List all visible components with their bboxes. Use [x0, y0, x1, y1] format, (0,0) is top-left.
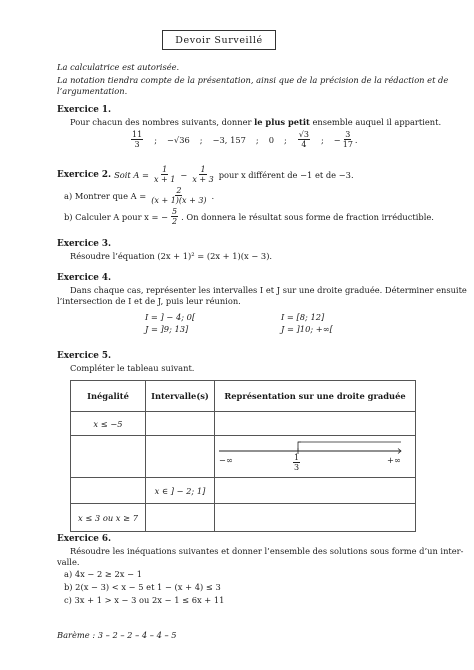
axis-mark-one-third: $\frac{1}{3}$ — [294, 453, 300, 472]
interval-bracket — [298, 442, 301, 451]
exercise-2-question-a — [64, 186, 214, 205]
row2-number-line — [215, 436, 416, 478]
row1-inequality: x ≤ −5 — [71, 412, 146, 436]
separator: ; — [320, 134, 324, 145]
exercise-5-text: Compléter le tableau suivant. — [70, 363, 195, 373]
exercise-6-line1: Résoudre les inéquations suivantes et donner l’ensemble des solutions sous forme d’un inter- — [70, 546, 464, 556]
interval-j-left: J = ]9; 13] — [145, 324, 189, 334]
row4-representation-empty — [215, 504, 416, 532]
table-row — [71, 478, 416, 504]
fraction-5-over-2: $\frac{5}{2}$ — [172, 207, 178, 226]
title-text: Devoir Surveillé — [175, 34, 263, 46]
exercise-1-text-pre: Pour chacun des nombres suivants, donner — [70, 117, 255, 127]
table-row — [71, 436, 416, 478]
number-zero: 0 — [268, 134, 274, 145]
table-row — [71, 504, 416, 532]
question-b-post: . On donnera le résultat sous forme de fraction irréductible. — [181, 211, 434, 222]
minus-sign: − — [180, 169, 188, 180]
exercise-2-definition — [57, 165, 354, 184]
exercise-1-instruction — [70, 117, 441, 127]
exercise-4-line1: Dans chaque cas, représenter les intervalles I et J sur une droite graduée. Déterminer ensuite — [70, 285, 467, 295]
exercise-3-text: Résoudre l’équation (2x + 1)² = (2x + 1)(x − 3). — [70, 251, 273, 261]
separator: ; — [255, 134, 259, 145]
number-11-3: $\frac{11}{3}$ — [132, 130, 143, 149]
row1-interval-empty — [146, 412, 215, 436]
exercise-4-heading: Exercice 4. — [57, 273, 112, 283]
exercise-2-question-b — [64, 207, 434, 226]
number-line-graphic — [215, 436, 405, 476]
exercise-1-numbers — [130, 130, 358, 149]
exercise-6-heading: Exercice 6. — [57, 534, 112, 544]
exercise-3-heading: Exercice 3. — [57, 239, 112, 249]
exercise-6-question-c: c) 3x + 1 > x − 3 ou 2x − 1 ≤ 6x + 11 — [64, 595, 225, 605]
bareme: Barème : 3 – 2 – 2 – 4 – 4 – 5 — [57, 630, 177, 640]
exercise-2-heading: Exercice 2. — [57, 169, 112, 180]
exercise-1-text-post: ensemble auquel il appartient. — [309, 117, 442, 127]
question-a-text: a) Montrer que A = — [64, 190, 147, 201]
number-minus-sqrt36: −√36 — [166, 134, 190, 145]
table-header-row — [71, 381, 416, 412]
exercise-6-question-b: b) 2(x − 3) < x − 5 et 1 − (x + 4) ≤ 3 — [64, 582, 221, 592]
header-inequality: Inégalité — [71, 381, 146, 412]
header-intervals: Intervalle(s) — [146, 381, 215, 412]
exercise-6-line2: valle. — [57, 557, 80, 567]
number-sqrt3-4: $\frac{√3}{4}$ — [298, 130, 309, 149]
axis-plus-infinity: +∞ — [387, 455, 401, 465]
fraction-2-over-product: $\frac{2}{(x + 1)(x + 3)}$ — [151, 186, 207, 205]
notation-note-line1: La notation tiendra compte de la présentation, ainsi que de la précision de la rédaction et de — [57, 75, 449, 85]
interval-j-right: J = ]10; +∞[ — [281, 324, 333, 334]
axis-minus-infinity: −∞ — [219, 455, 233, 465]
exercise-4-line2: l’intersection de I et de J, puis leur réunion. — [57, 296, 241, 306]
question-b-text: b) Calculer A pour x = − — [64, 211, 169, 222]
table-row — [71, 412, 416, 436]
row4-inequality: x ≤ 3 ou x ≥ 7 — [71, 504, 146, 532]
separator: ; — [154, 134, 157, 145]
exercise-5-heading: Exercice 5. — [57, 351, 112, 361]
interval-i-right: I = [8; 12] — [281, 312, 325, 322]
intervals-table — [70, 380, 416, 532]
calculator-note: La calculatrice est autorisée. — [57, 62, 180, 72]
notation-note-line2: l’argumentation. — [57, 86, 128, 96]
definition-condition: pour x différent de −1 et de −3. — [218, 169, 354, 180]
document-title — [162, 30, 276, 50]
row3-representation-empty — [215, 478, 416, 504]
exercise-6-question-a: a) 4x − 2 ≥ 2x − 1 — [64, 569, 142, 579]
separator: ; — [199, 134, 203, 145]
row4-interval-empty — [146, 504, 215, 532]
header-representation: Représentation sur une droite graduée — [215, 381, 416, 412]
row2-inequality-empty — [71, 436, 146, 478]
row3-inequality-empty — [71, 478, 146, 504]
interval-i-left: I = ] − 4; 0[ — [145, 312, 196, 322]
exercise-1-heading: Exercice 1. — [57, 105, 112, 115]
separator: ; — [284, 134, 287, 145]
row3-interval: x ∈ ] − 2; 1] — [146, 478, 215, 504]
definition-a: Soit A = — [114, 169, 149, 180]
row1-representation-empty — [215, 412, 416, 436]
row2-interval-empty — [146, 436, 215, 478]
question-a-end: . — [211, 190, 215, 201]
fraction-1-over-x-plus-1: $\frac{1}{x + 1}$ — [153, 165, 176, 184]
number-minus-3-157: −3, 157 — [212, 134, 246, 145]
exercise-1-text-bold: le plus petit — [254, 117, 310, 127]
number-minus-3-17: − $\frac{3}{17}$ . — [333, 130, 358, 149]
fraction-1-over-x-plus-3: $\frac{1}{x + 3}$ — [192, 165, 214, 184]
